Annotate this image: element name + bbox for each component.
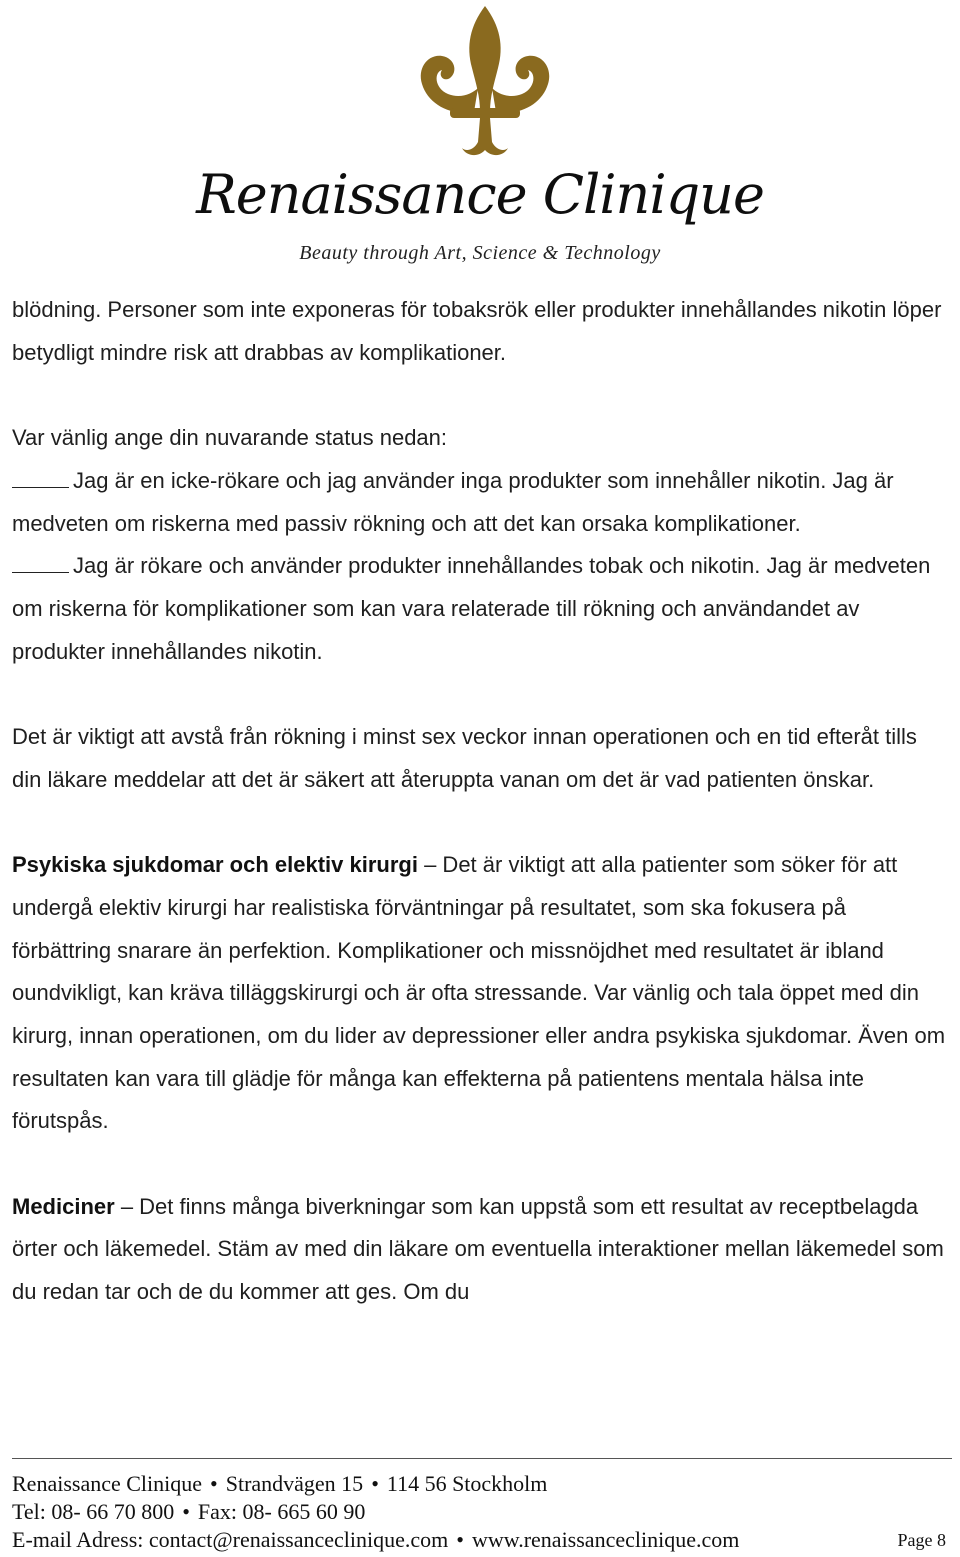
page-number: Page 8: [897, 1530, 946, 1550]
fleur-de-lis-icon: [410, 4, 560, 159]
document-body: [12, 289, 947, 1314]
footer-fax: Fax: 08- 665 60 90: [197, 1499, 366, 1524]
footer-phone-row: [12, 1498, 952, 1526]
bullet-icon: •: [182, 1499, 190, 1524]
brand-tagline: Beauty through Art, Science & Technology: [299, 242, 661, 264]
option-smoker-text: Jag är rökare och använder produkter innehållandes tobak och nikotin. Jag är medveten om riskerna för komplikationer som kan vara relaterade till rökning och användandet av produkter innehållandes nikotin.: [12, 553, 931, 664]
footer-email[interactable]: E-mail Adress: contact@renaissanceclinique.com: [12, 1527, 449, 1552]
psychiatric-text: – Det är viktigt att alla patienter som söker för att undergå elektiv kirurgi har realistiska förväntningar på resultatet, som ska fokusera på förbättring snarare än perfektion. Komplikationer och missnöjdhet med resultatet är ibland oundvikligt, kan kräva tilläggskirurgi och är ofta stressande. Var vänlig och tala öppet med din kirurg, innan operationen, om du lider av depressioner eller andra psykiska sjukdomar. Även om resultaten kan vara till glädje för många kan effekterna på patientens mentala hälsa inte förutspås.: [12, 852, 946, 1134]
footer-city: 114 56 Stockholm: [386, 1471, 548, 1496]
bullet-icon: •: [456, 1527, 464, 1552]
footer: [12, 1470, 952, 1554]
bullet-icon: •: [371, 1471, 379, 1496]
footer-street: Strandvägen 15: [225, 1471, 364, 1496]
footer-contact-row: [12, 1526, 952, 1554]
footer-address-row: [12, 1470, 952, 1498]
status-prompt: Var vänlig ange din nuvarande status nedan:: [12, 425, 448, 451]
footer-company: Renaissance Clinique: [12, 1471, 203, 1496]
checkbox-blank-smoker[interactable]: [12, 552, 69, 573]
letterhead: [0, 0, 960, 280]
option-non-smoker-text: Jag är en icke-rökare och jag använder inga produkter som innehåller nikotin. Jag är medveten om riskerna med passiv rökning och att det kan orsaka komplikationer.: [12, 467, 894, 536]
footer-divider: [12, 1458, 952, 1459]
psychiatric-heading: Psykiska sjukdomar och elektiv kirurgi: [12, 852, 418, 878]
paragraph-intro: blödning. Personer som inte exponeras för tobaksrök eller produkter innehållandes nikotin löper betydligt mindre risk att drabbas av komplikationer.: [12, 297, 942, 365]
footer-website[interactable]: www.renaissanceclinique.com: [471, 1527, 740, 1552]
medications-text: – Det finns många biverkningar som kan uppstå som ett resultat av receptbelagda örter och läkemedel. Stäm av med din läkare om eventuella interaktioner mellan läkemedel som du redan tar och de du kommer att ges. Om du: [12, 1193, 944, 1305]
medications-heading: Mediciner: [12, 1193, 115, 1219]
brand-name: Renaissance Clinique: [196, 163, 764, 226]
bullet-icon: •: [210, 1471, 218, 1496]
footer-tel: Tel: 08- 66 70 800: [12, 1499, 175, 1524]
checkbox-blank-non-smoker[interactable]: [12, 467, 69, 488]
paragraph-medications: [12, 1186, 947, 1314]
paragraph-smoking-advice: Det är viktigt att avstå från rökning i minst sex veckor innan operationen och en tid efteråt tills din läkare meddelar att det är säkert att återuppta vanan om det är vad patienten önskar.: [12, 724, 917, 792]
paragraph-psychiatric: [12, 844, 947, 1143]
option-non-smoker: [12, 460, 947, 545]
option-smoker: [12, 545, 947, 673]
